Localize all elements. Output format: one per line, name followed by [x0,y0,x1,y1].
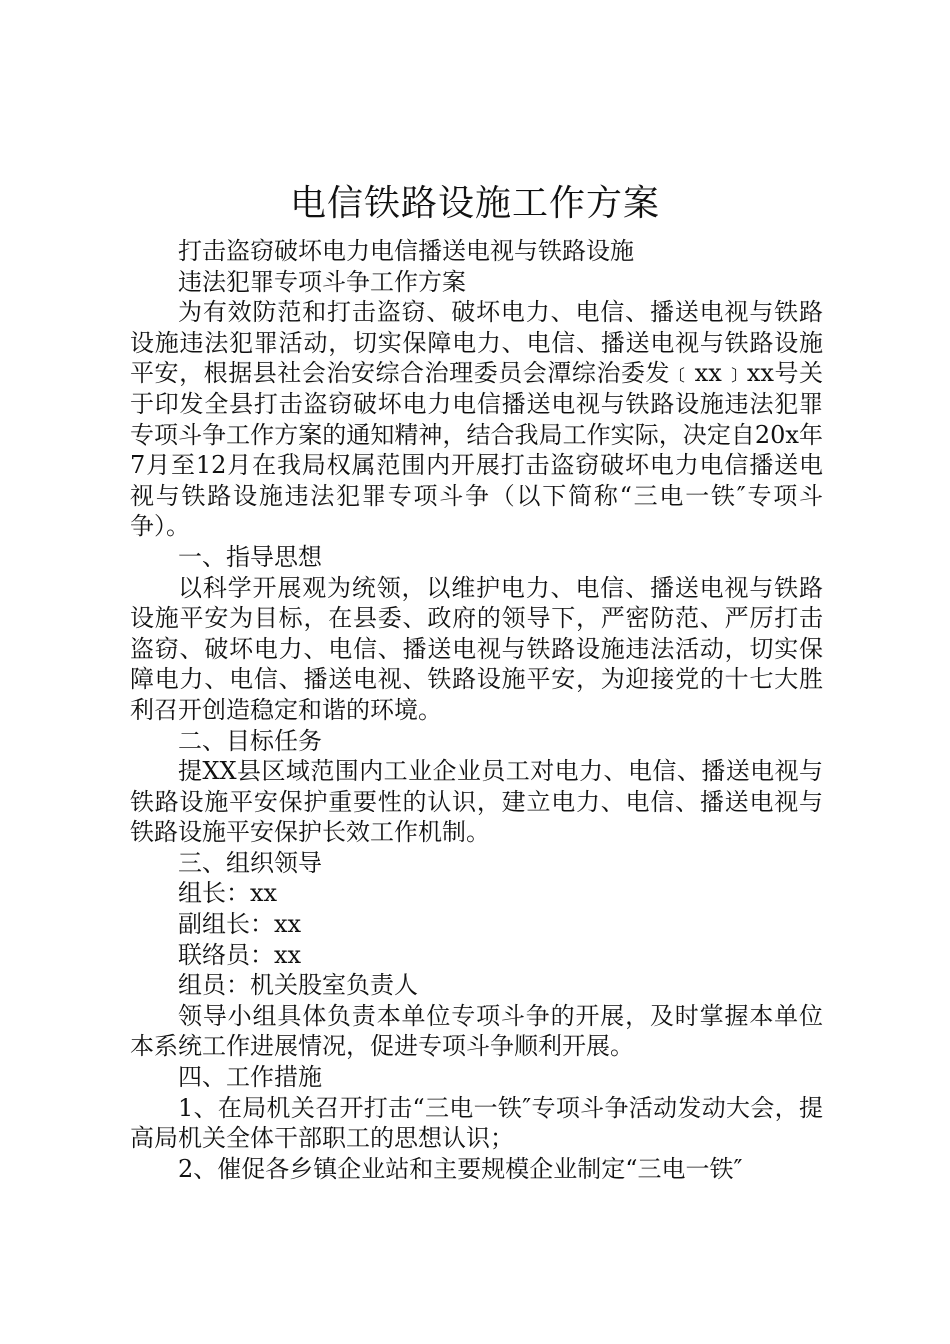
members-line: 组员：机关股室负责人 [178,971,418,1000]
paragraph-leadership-duty: 领导小组具体负责本单位专项斗争的开展，及时掌握本单位本系统工作进展情况，促进专项斗争顺利开展。 [130,1001,823,1061]
measure-item-1: 1、在局机关召开打击“三电一铁″专项斗争活动发动大会，提高局机关全体干部职工的思想认识； [130,1093,823,1153]
leader-line: 组长：xx [178,879,278,908]
measure-item-2: 2、催促各乡镇企业站和主要规模企业制定“三电一铁″ [178,1154,743,1183]
section-heading-measures: 四、工作措施 [178,1063,322,1092]
section-heading-guiding-idea: 一、指导思想 [178,542,322,571]
document-title: 电信铁路设施工作方案 [289,183,660,224]
paragraph-subtitle-line-2: 违法犯罪专项斗争工作方案 [178,267,466,296]
paragraph-goals: 提XX县区域范围内工业企业员工对电力、电信、播送电视与铁路设施平安保护重要性的认识，建立电力、电信、播送电视与铁路设施平安保护长效工作机制。 [130,757,823,847]
section-heading-leadership: 三、组织领导 [178,848,322,877]
paragraph-subtitle-line-1: 打击盗窃破坏电力电信播送电视与铁路设施 [178,237,634,265]
section-heading-goals: 二、目标任务 [178,726,322,755]
paragraph-intro: 为有效防范和打击盗窃、破坏电力、电信、播送电视与铁路设施违法犯罪活动，切实保障电力、电信、播送电视与铁路设施平安，根据县社会治安综合治理委员会潭综治委发﹝xx﹞xx号关于印发全县打击盗窃破坏电力电信播送电视与铁路设施违法犯罪专项斗争工作方案的通知精神，结合我局工作实际，决定自20x年7月至12月在我局权属范围内开展打击盗窃破坏电力电信播送电视与铁路设施违法犯罪专项斗争（以下简称“三电一铁″专项斗争）。 [130,298,823,541]
liaison-line: 联络员：xx [178,940,302,969]
paragraph-guiding-idea: 以科学开展观为统领，以维护电力、电信、播送电视与铁路设施平安为目标，在县委、政府的领导下，严密防范、严厉打击盗窃、破坏电力、电信、播送电视与铁路设施违法活动，切实保障电力、电信、播送电视、铁路设施平安，为迎接党的十七大胜利召开创造稳定和谐的环境。 [130,573,823,724]
document-body [130,236,823,1184]
deputy-leader-line: 副组长：xx [178,910,302,939]
